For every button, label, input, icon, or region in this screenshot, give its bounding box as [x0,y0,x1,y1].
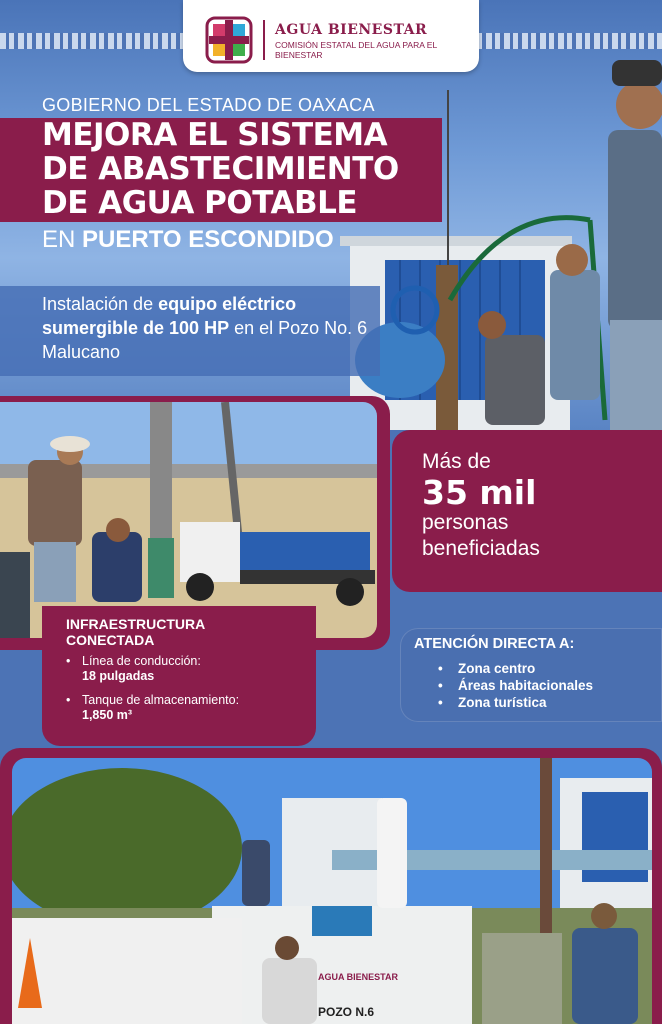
attention-list [438,660,593,711]
title-line: DE ABASTECIMIENTO [42,151,399,187]
logo-divider [263,20,265,60]
list-item: • Áreas habitacionales [438,677,593,694]
infrastructure-title: INFRAESTRUCTURA CONECTADA [66,616,205,648]
list-item: • Zona centro [438,660,593,677]
list-item: • Zona turística [438,694,593,711]
title-line: MEJORA EL SISTEMA [42,117,388,153]
infra-value: 18 pulgadas [82,669,155,683]
infra-label: Línea de conducción: [82,654,201,668]
subtitle-highlight: equipo eléctrico sumergible de 100 HP [42,294,297,338]
subtitle-part: en el Pozo No. 6 Malucano [42,318,368,362]
stat-prefix: Más de [422,450,491,473]
location-line [42,226,334,254]
brand-subtitle: COMISIÓN ESTATAL DEL AGUA PARA EL BIENESTAR [275,40,437,60]
location-prefix: EN [42,226,83,253]
well-sign: POZO N.6 [318,1005,375,1019]
infra-value: 1,850 m³ [82,708,133,722]
list-item [66,654,306,684]
title-line: DE AGUA POTABLE [42,185,358,221]
infrastructure-list [66,654,306,732]
installation-text [42,292,372,364]
attention-title: ATENCIÓN DIRECTA A: [414,636,575,652]
infra-label: Tanque de almacenamiento: [82,693,240,707]
stat-value: 35 mil [422,473,537,512]
subtitle-part: Instalación de [42,294,159,314]
list-item [66,693,306,723]
workers-well-photo [340,60,662,430]
well-site-photo [12,758,652,1024]
main-title [42,118,442,220]
field-crane-photo [0,402,377,638]
agua-bienestar-logo-icon [205,16,253,64]
brand-name: AGUA BIENESTAR [275,22,428,38]
location-name: PUERTO ESCONDIDO [82,226,334,253]
government-label: GOBIERNO DEL ESTADO DE OAXACA [42,95,375,115]
stat-label: personas beneficiadas [422,511,540,560]
sign-brand: AGUA BIENESTAR [318,972,399,982]
